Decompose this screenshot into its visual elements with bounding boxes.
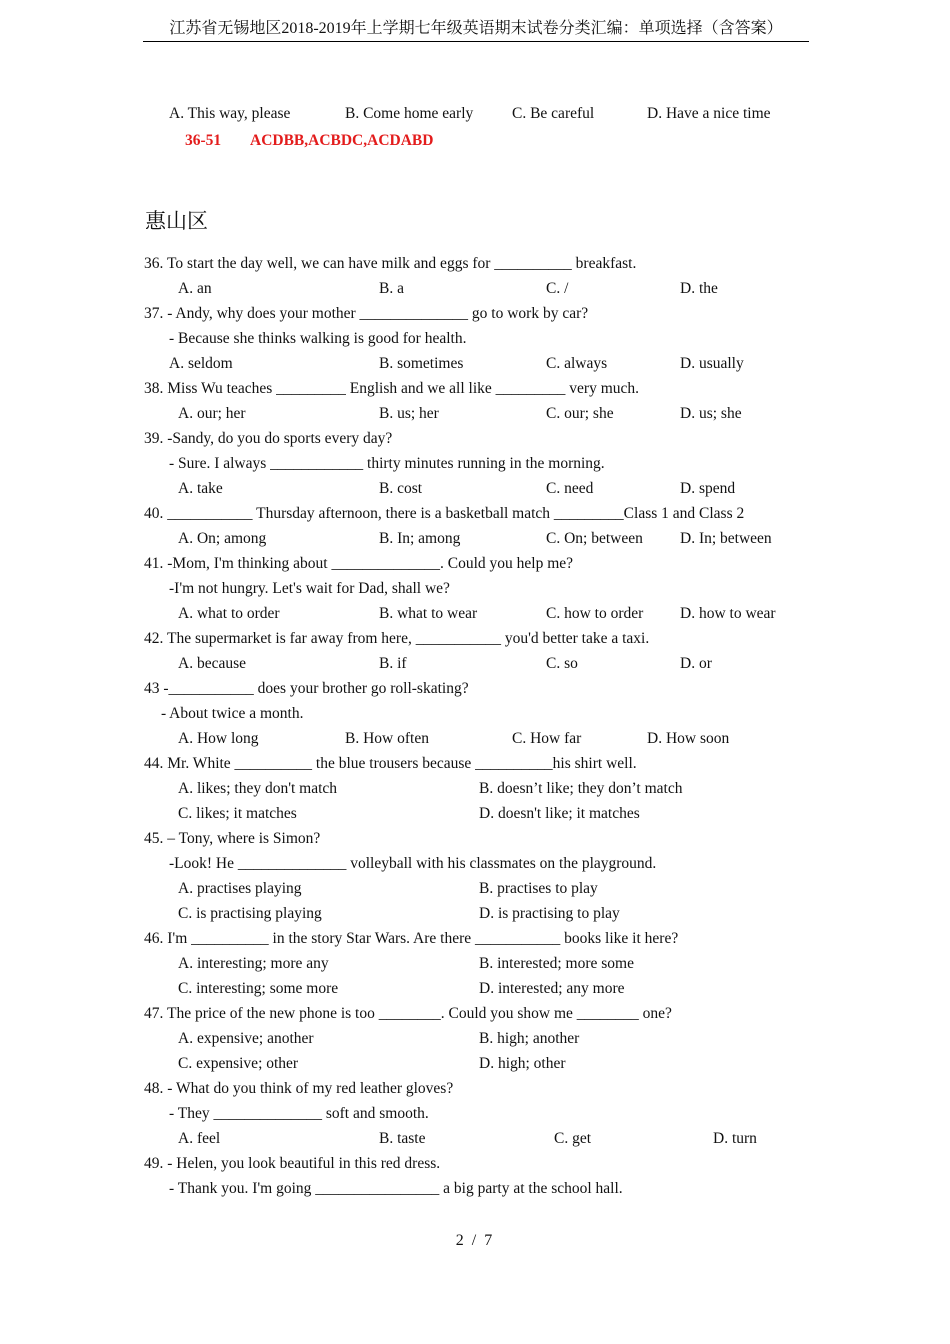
q36-option-d: D. the bbox=[680, 280, 718, 297]
q44-option-b: B. doesn’t like; they don’t match bbox=[479, 780, 683, 797]
q39-option-a: A. take bbox=[178, 480, 223, 497]
answer-keys: ACDBB,ACBDC,ACDABD bbox=[250, 132, 434, 149]
question-47-stem: 47. The price of the new phone is too ________. Could you show me ________ one? bbox=[144, 1005, 672, 1022]
q36-option-b: B. a bbox=[379, 280, 404, 297]
question-40-stem: 40. ___________ Thursday afternoon, there is a basketball match _________Class 1 and Class 2 bbox=[144, 505, 745, 522]
section-title: 惠山区 bbox=[145, 209, 208, 233]
q37-option-b: B. sometimes bbox=[379, 355, 464, 372]
question-49-stem: 49. - Helen, you look beautiful in this red dress. bbox=[144, 1155, 441, 1172]
q46-option-b: B. interested; more some bbox=[479, 955, 634, 972]
prev-option-a: A. This way, please bbox=[169, 105, 291, 122]
q39-option-b: B. cost bbox=[379, 480, 423, 497]
page-number: 2 / 7 bbox=[455, 1232, 495, 1249]
question-36-stem: 36. To start the day well, we can have milk and eggs for __________ breakfast. bbox=[144, 255, 637, 272]
q42-option-c: C. so bbox=[546, 655, 578, 672]
q47-option-a: A. expensive; another bbox=[178, 1030, 314, 1047]
q36-option-a: A. an bbox=[178, 280, 212, 297]
q47-option-b: B. high; another bbox=[479, 1030, 580, 1047]
q44-option-a: A. likes; they don't match bbox=[178, 780, 338, 797]
q47-option-c: C. expensive; other bbox=[178, 1055, 299, 1072]
q41-option-d: D. how to wear bbox=[680, 605, 776, 622]
question-39-reply: - Sure. I always ____________ thirty minutes running in the morning. bbox=[169, 455, 605, 472]
q45-option-a: A. practises playing bbox=[178, 880, 302, 897]
question-46-stem: 46. I'm __________ in the story Star Wars. Are there ___________ books like it here? bbox=[144, 930, 679, 947]
q40-option-a: A. On; among bbox=[178, 530, 267, 547]
question-41-reply: -I'm not hungry. Let's wait for Dad, shall we? bbox=[169, 580, 450, 597]
q42-option-a: A. because bbox=[178, 655, 246, 672]
q44-option-d: D. doesn't like; it matches bbox=[479, 805, 640, 822]
question-42-stem: 42. The supermarket is far away from here, ___________ you'd better take a taxi. bbox=[144, 630, 650, 647]
q38-option-b: B. us; her bbox=[379, 405, 439, 422]
q43-option-b: B. How often bbox=[345, 730, 429, 747]
q41-option-b: B. what to wear bbox=[379, 605, 478, 622]
prev-option-d: D. Have a nice time bbox=[647, 105, 771, 122]
q44-option-c: C. likes; it matches bbox=[178, 805, 297, 822]
q46-option-c: C. interesting; some more bbox=[178, 980, 339, 997]
q41-option-c: C. how to order bbox=[546, 605, 644, 622]
q40-option-d: D. In; between bbox=[680, 530, 772, 547]
q40-option-b: B. In; among bbox=[379, 530, 461, 547]
q48-option-a: A. feel bbox=[178, 1130, 221, 1147]
question-45-stem: 45. – Tony, where is Simon? bbox=[144, 830, 321, 847]
q42-option-b: B. if bbox=[379, 655, 407, 672]
question-44-stem: 44. Mr. White __________ the blue trousers because __________his shirt well. bbox=[144, 755, 637, 772]
q43-option-c: C. How far bbox=[512, 730, 582, 747]
question-49-reply: - Thank you. I'm going ________________ a big party at the school hall. bbox=[169, 1180, 623, 1197]
question-45-reply: -Look! He ______________ volleyball with his classmates on the playground. bbox=[169, 855, 657, 872]
q48-option-b: B. taste bbox=[379, 1130, 426, 1147]
q39-option-c: C. need bbox=[546, 480, 594, 497]
question-48-stem: 48. - What do you think of my red leather gloves? bbox=[144, 1080, 454, 1097]
q39-option-d: D. spend bbox=[680, 480, 736, 497]
q43-option-d: D. How soon bbox=[647, 730, 730, 747]
q38-option-d: D. us; she bbox=[680, 405, 742, 422]
question-37-reply: - Because she thinks walking is good for health. bbox=[169, 330, 467, 347]
prev-option-b: B. Come home early bbox=[345, 105, 474, 122]
q45-option-b: B. practises to play bbox=[479, 880, 598, 897]
question-43-reply: - About twice a month. bbox=[161, 705, 304, 722]
q41-option-a: A. what to order bbox=[178, 605, 280, 622]
q47-option-d: D. high; other bbox=[479, 1055, 566, 1072]
question-39-stem: 39. -Sandy, do you do sports every day? bbox=[144, 430, 393, 447]
q45-option-d: D. is practising to play bbox=[479, 905, 620, 922]
q38-option-a: A. our; her bbox=[178, 405, 246, 422]
question-38-stem: 38. Miss Wu teaches _________ English and we all like _________ very much. bbox=[144, 380, 640, 397]
q43-option-a: A. How long bbox=[178, 730, 259, 747]
q46-option-d: D. interested; any more bbox=[479, 980, 625, 997]
q36-option-c: C. / bbox=[546, 280, 569, 297]
q48-option-d: D. turn bbox=[713, 1130, 757, 1147]
question-43-stem: 43 -___________ does your brother go roll-skating? bbox=[144, 680, 469, 697]
q42-option-d: D. or bbox=[680, 655, 712, 672]
prev-option-c: C. Be careful bbox=[512, 105, 595, 122]
document-header: 江苏省无锡地区2018-2019年上学期七年级英语期末试卷分类汇编：单项选择（含答案） bbox=[143, 18, 809, 42]
question-48-reply: - They ______________ soft and smooth. bbox=[169, 1105, 429, 1122]
q37-option-a: A. seldom bbox=[169, 355, 233, 372]
q48-option-c: C. get bbox=[554, 1130, 592, 1147]
q45-option-c: C. is practising playing bbox=[178, 905, 322, 922]
question-37-stem: 37. - Andy, why does your mother ______________ go to work by car? bbox=[144, 305, 589, 322]
q38-option-c: C. our; she bbox=[546, 405, 614, 422]
q40-option-c: C. On; between bbox=[546, 530, 643, 547]
q37-option-d: D. usually bbox=[680, 355, 744, 372]
q37-option-c: C. always bbox=[546, 355, 608, 372]
question-41-stem: 41. -Mom, I'm thinking about ______________. Could you help me? bbox=[144, 555, 574, 572]
answer-range: 36-51 bbox=[185, 132, 222, 149]
q46-option-a: A. interesting; more any bbox=[178, 955, 329, 972]
